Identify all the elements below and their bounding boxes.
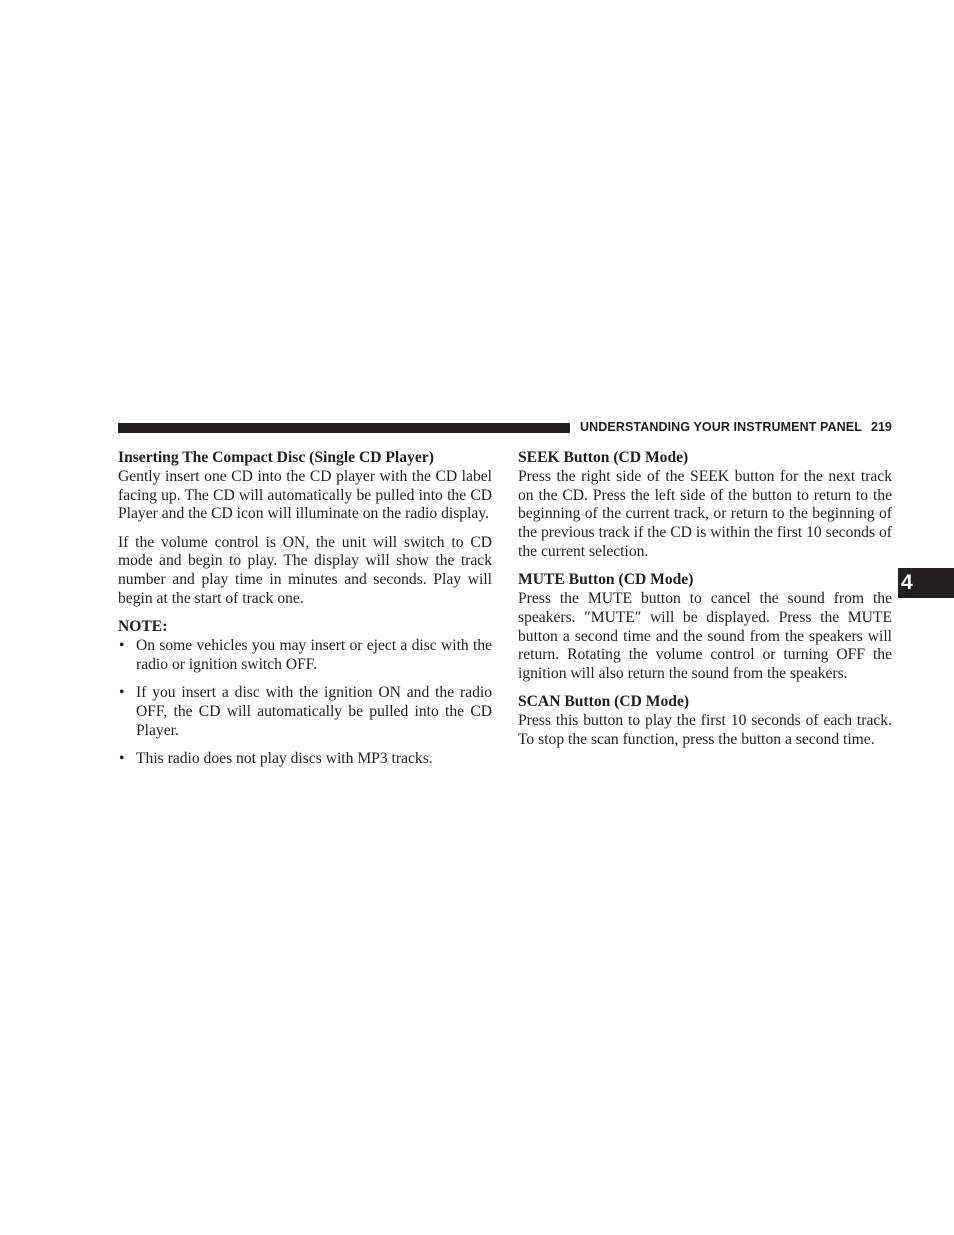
section-scan <box>518 693 892 749</box>
paragraph-volume-on: If the volume control is ON, the unit will switch to CD mode and begin to play. The display will show the track number and play time in minutes and seconds. Play will begin at the start of track one. <box>118 533 492 607</box>
note-bullet-list <box>118 637 492 769</box>
chapter-tab: 4 <box>898 568 954 598</box>
section-heading-seek: SEEK Button (CD Mode) <box>518 449 689 466</box>
list-item <box>118 684 492 740</box>
left-column <box>118 449 492 778</box>
right-column <box>518 449 892 759</box>
bullet-icon: • <box>119 683 125 701</box>
bullet-text: This radio does not play discs with MP3 tracks. <box>136 749 433 767</box>
section-heading-inserting-cd: Inserting The Compact Disc (Single CD Player) <box>118 449 434 466</box>
list-item <box>118 637 492 675</box>
paragraph-scan: Press this button to play the first 10 seconds of each track. To stop the scan function, press the button a second time. <box>518 712 892 748</box>
paragraph-insert-cd: Gently insert one CD into the CD player with the CD label facing up. The CD will automatically be pulled into the CD Player and the CD icon will illuminate on the radio display. <box>118 467 492 523</box>
header-rule <box>118 423 570 433</box>
paragraph-mute: Press the MUTE button to cancel the sound from the speakers. ″MUTE″ will be displayed. Press the MUTE button a second time and the sound from the speakers will return. Rotating the volume control or turning OFF the ignition will also return the sound from the speakers. <box>518 589 892 683</box>
section-heading-scan: SCAN Button (CD Mode) <box>518 693 690 711</box>
bullet-text: If you insert a disc with the ignition ON and the radio OFF, the CD will automatically be pulled into the CD Player. <box>136 683 492 739</box>
bullet-icon: • <box>119 636 125 654</box>
bullet-text: On some vehicles you may insert or eject a disc with the radio or ignition switch OFF. <box>136 636 492 673</box>
section-mute <box>518 571 892 684</box>
section-seek <box>518 449 892 562</box>
section-heading-mute: MUTE Button (CD Mode) <box>518 571 694 589</box>
running-header-title: UNDERSTANDING YOUR INSTRUMENT PANEL <box>580 420 862 434</box>
paragraph-seek: Press the right side of the SEEK button for the next track on the CD. Press the left side of the button to return to the beginning of the current track, or return to the beginning of the previous track if the CD is within the first 10 seconds of the current selection. <box>518 467 892 560</box>
page-number: 219 <box>871 420 892 434</box>
note-label: NOTE: <box>118 618 168 636</box>
list-item <box>118 750 492 769</box>
bullet-icon: • <box>119 749 125 767</box>
